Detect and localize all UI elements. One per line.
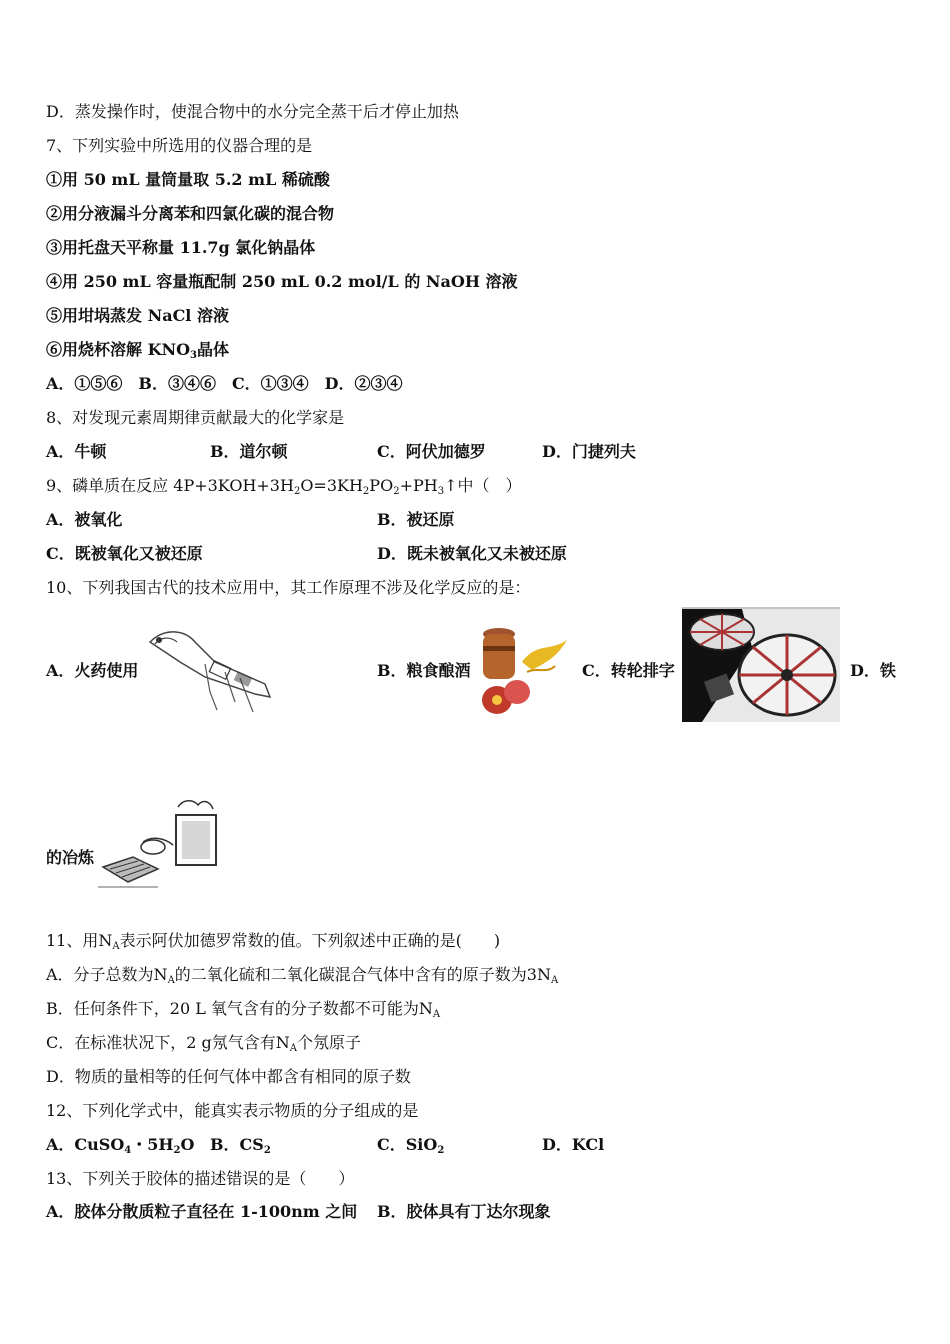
question-10-option-d: D．铁 — [850, 661, 896, 680]
question-8-option-d: D．门捷列夫 — [542, 442, 636, 461]
question-9-option-a: A．被氧化 — [46, 510, 123, 529]
question-11-option-b: B．任何条件下，20 L 氧气含有的分子数都不可能为$N_A$ — [46, 999, 441, 1020]
dragon-rocket-illustration — [145, 622, 275, 714]
question-8-option-c: C．阿伏加德罗 — [377, 442, 486, 461]
question-9-stem: 9、磷单质在反应 $4P+3KOH+3H_2O=3KH_2PO_2+PH_3↑$中（ ） — [46, 476, 522, 497]
question-13-stem: 13、下列关于胶体的描述错误的是（ ） — [46, 1169, 355, 1188]
question-12-option-d: D．KCl — [542, 1135, 605, 1154]
wine-jars-illustration — [477, 622, 572, 720]
question-7-options: A．①⑤⑥ B．③④⑥ C．①③④ D．②③④ — [46, 374, 403, 393]
question-11-stem: 11、用$N_A$表示阿伏加德罗常数的值。下列叙述中正确的是( ) — [46, 931, 501, 952]
question-8-option-a: A．牛顿 — [46, 442, 107, 461]
question-10-option-d-continued: 的冶炼 — [46, 848, 95, 867]
question-11-option-c: C．在标准状况下，2 g氖气含有$N_A$个氖原子 — [46, 1033, 362, 1054]
question-12-stem: 12、下列化学式中，能真实表示物质的分子组成的是 — [46, 1101, 419, 1120]
question-8-stem: 8、对发现元素周期律贡献最大的化学家是 — [46, 408, 345, 427]
question-7-item-5: ⑤用坩埚蒸发 NaCl 溶液 — [46, 306, 229, 325]
question-7-item-6: ⑥用烧杯溶解 $KNO_3$晶体 — [46, 340, 230, 361]
question-13-option-a: A．胶体分散质粒子直径在 1-100nm 之间 — [46, 1202, 358, 1221]
question-8-option-b: B．道尔顿 — [210, 442, 288, 461]
question-12-option-c: C．SiO$_2$ — [377, 1135, 445, 1156]
question-10-option-a: A．火药使用 — [46, 661, 139, 680]
question-7-item-2: ②用分液漏斗分离苯和四氯化碳的混合物 — [46, 204, 335, 223]
question-7-item-1: ①用 50 mL 量筒量取 5.2 mL 稀硫酸 — [46, 170, 330, 189]
option-d-evaporation: D．蒸发操作时，使混合物中的水分完全蒸干后才停止加热 — [46, 102, 459, 121]
rotating-type-wheel-illustration — [682, 607, 840, 722]
question-12-option-a: A．CuSO$_4$・$5H_2O$ — [46, 1135, 195, 1156]
question-13-option-b: B．胶体具有丁达尔现象 — [377, 1202, 551, 1221]
question-7-item-3: ③用托盘天平称量 11.7g 氯化钠晶体 — [46, 238, 316, 257]
question-9-option-c: C．既被氧化又被还原 — [46, 544, 203, 563]
question-10-option-c: C．转轮排字 — [582, 661, 675, 680]
question-10-stem: 10、下列我国古代的技术应用中，其工作原理不涉及化学反应的是： — [46, 578, 531, 597]
question-7-stem: 7、下列实验中所选用的仪器合理的是 — [46, 136, 313, 155]
question-12-option-b: B．$CS_2$ — [210, 1135, 271, 1156]
question-10-option-b: B．粮食酿酒 — [377, 661, 471, 680]
question-7-item-4: ④用 250 mL 容量瓶配制 250 mL 0.2 mol/L 的 NaOH 溶液 — [46, 272, 518, 291]
iron-smelting-illustration — [98, 797, 223, 895]
question-9-option-d: D．既未被氧化又未被还原 — [377, 544, 567, 563]
question-11-option-a: A．分子总数为$N_A$的二氧化硫和二氧化碳混合气体中含有的原子数为$3N_A$ — [46, 965, 559, 986]
question-9-option-b: B．被还原 — [377, 510, 455, 529]
question-11-option-d: D．物质的量相等的任何气体中都含有相同的原子数 — [46, 1067, 411, 1086]
